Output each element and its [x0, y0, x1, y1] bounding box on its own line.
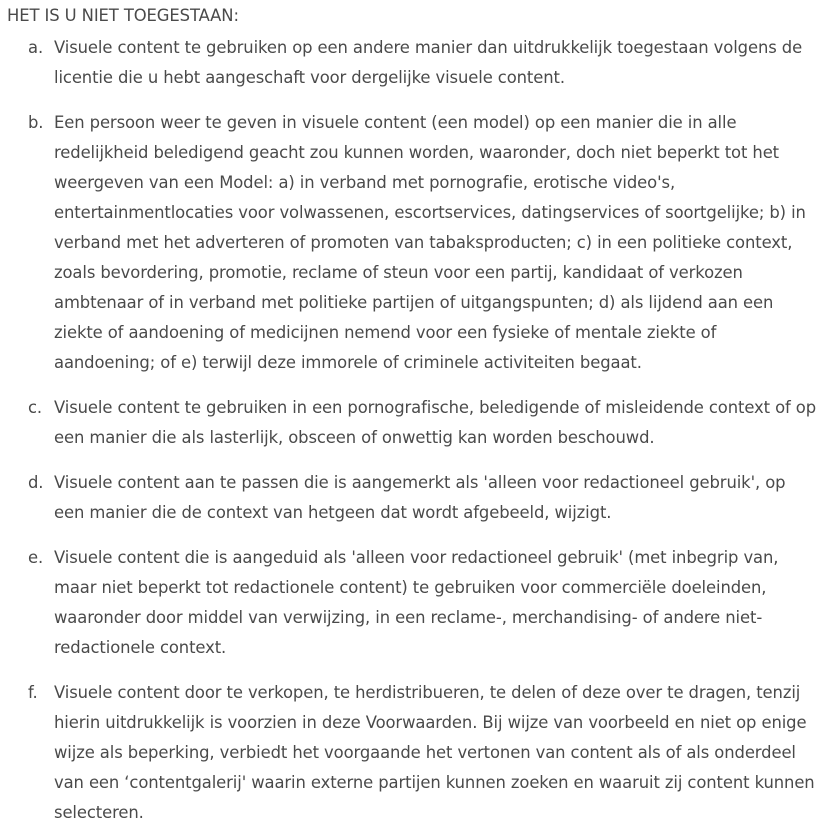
list-marker: f.: [28, 683, 38, 702]
list-item-text: Visuele content te gebruiken in een pornografische, beledigende of misleidende context of op een manier die als lasterlijk, obsceen of onwettig kan worden beschouwd.: [54, 398, 817, 447]
list-marker: a.: [28, 38, 44, 57]
list-item-text: Visuele content te gebruiken op een andere manier dan uitdrukkelijk toegestaan volgens de licentie die u hebt aangeschaft voor dergelijke visuele content.: [54, 38, 803, 87]
list-item-a: [7, 33, 828, 93]
list-marker: d.: [28, 473, 44, 492]
list-item-f: [7, 678, 828, 828]
section-heading: HET IS U NIET TOEGESTAAN:: [7, 6, 239, 25]
list-marker: e.: [28, 548, 44, 567]
list-item-d: [7, 468, 828, 528]
list-item-c: [7, 393, 828, 453]
list-item-text: Visuele content die is aangeduid als 'alleen voor redactioneel gebruik' (met inbegrip van, maar niet beperkt tot redactionele content) te gebruiken voor commerciële doeleinden, waaronder door middel van verwijzing, in een reclame-, merchandising- of andere niet-redactionele context.: [54, 548, 779, 657]
list-marker: b.: [28, 113, 44, 132]
list-item-text: Visuele content door te verkopen, te herdistribueren, te delen of deze over te dragen, tenzij hierin uitdrukkelijk is voorzien in deze Voorwaarden. Bij wijze van voorbeeld en niet op enige wijze als beperking, verbiedt het voorgaande het vertonen van content als of als onderdeel van een ‘contentgalerij' waarin externe partijen kunnen zoeken en waaruit zij content kunnen selecteren.: [54, 683, 815, 822]
list-marker: c.: [28, 398, 43, 417]
list-item-b: [7, 108, 828, 378]
list-item-text: Een persoon weer te geven in visuele content (een model) op een manier die in alle redelijkheid beledigend geacht zou kunnen worden, waaronder, doch niet beperkt tot het weergeven van een Model: a) in verband met pornografie, erotische video's, entertainmentlocaties voor volwassenen, escortservices, datingservices of soortgelijke; b) in verband met het adverteren of promoten van tabaksproducten; c) in een politieke context, zoals bevordering, promotie, reclame of steun voor een partij, kandidaat of verkozen ambtenaar of in verband met politieke partijen of uitgangspunten; d) als lijdend aan een ziekte of aandoening of medicijnen nemend voor een fysieke of mentale ziekte of aandoening; of e) terwijl deze immorele of criminele activiteiten begaat.: [54, 113, 806, 372]
prohibitions-list: [7, 33, 828, 828]
list-item-e: [7, 543, 828, 663]
list-item-text: Visuele content aan te passen die is aangemerkt als 'alleen voor redactioneel gebruik', op een manier die de context van hetgeen dat wordt afgebeeld, wijzigt.: [54, 473, 786, 522]
